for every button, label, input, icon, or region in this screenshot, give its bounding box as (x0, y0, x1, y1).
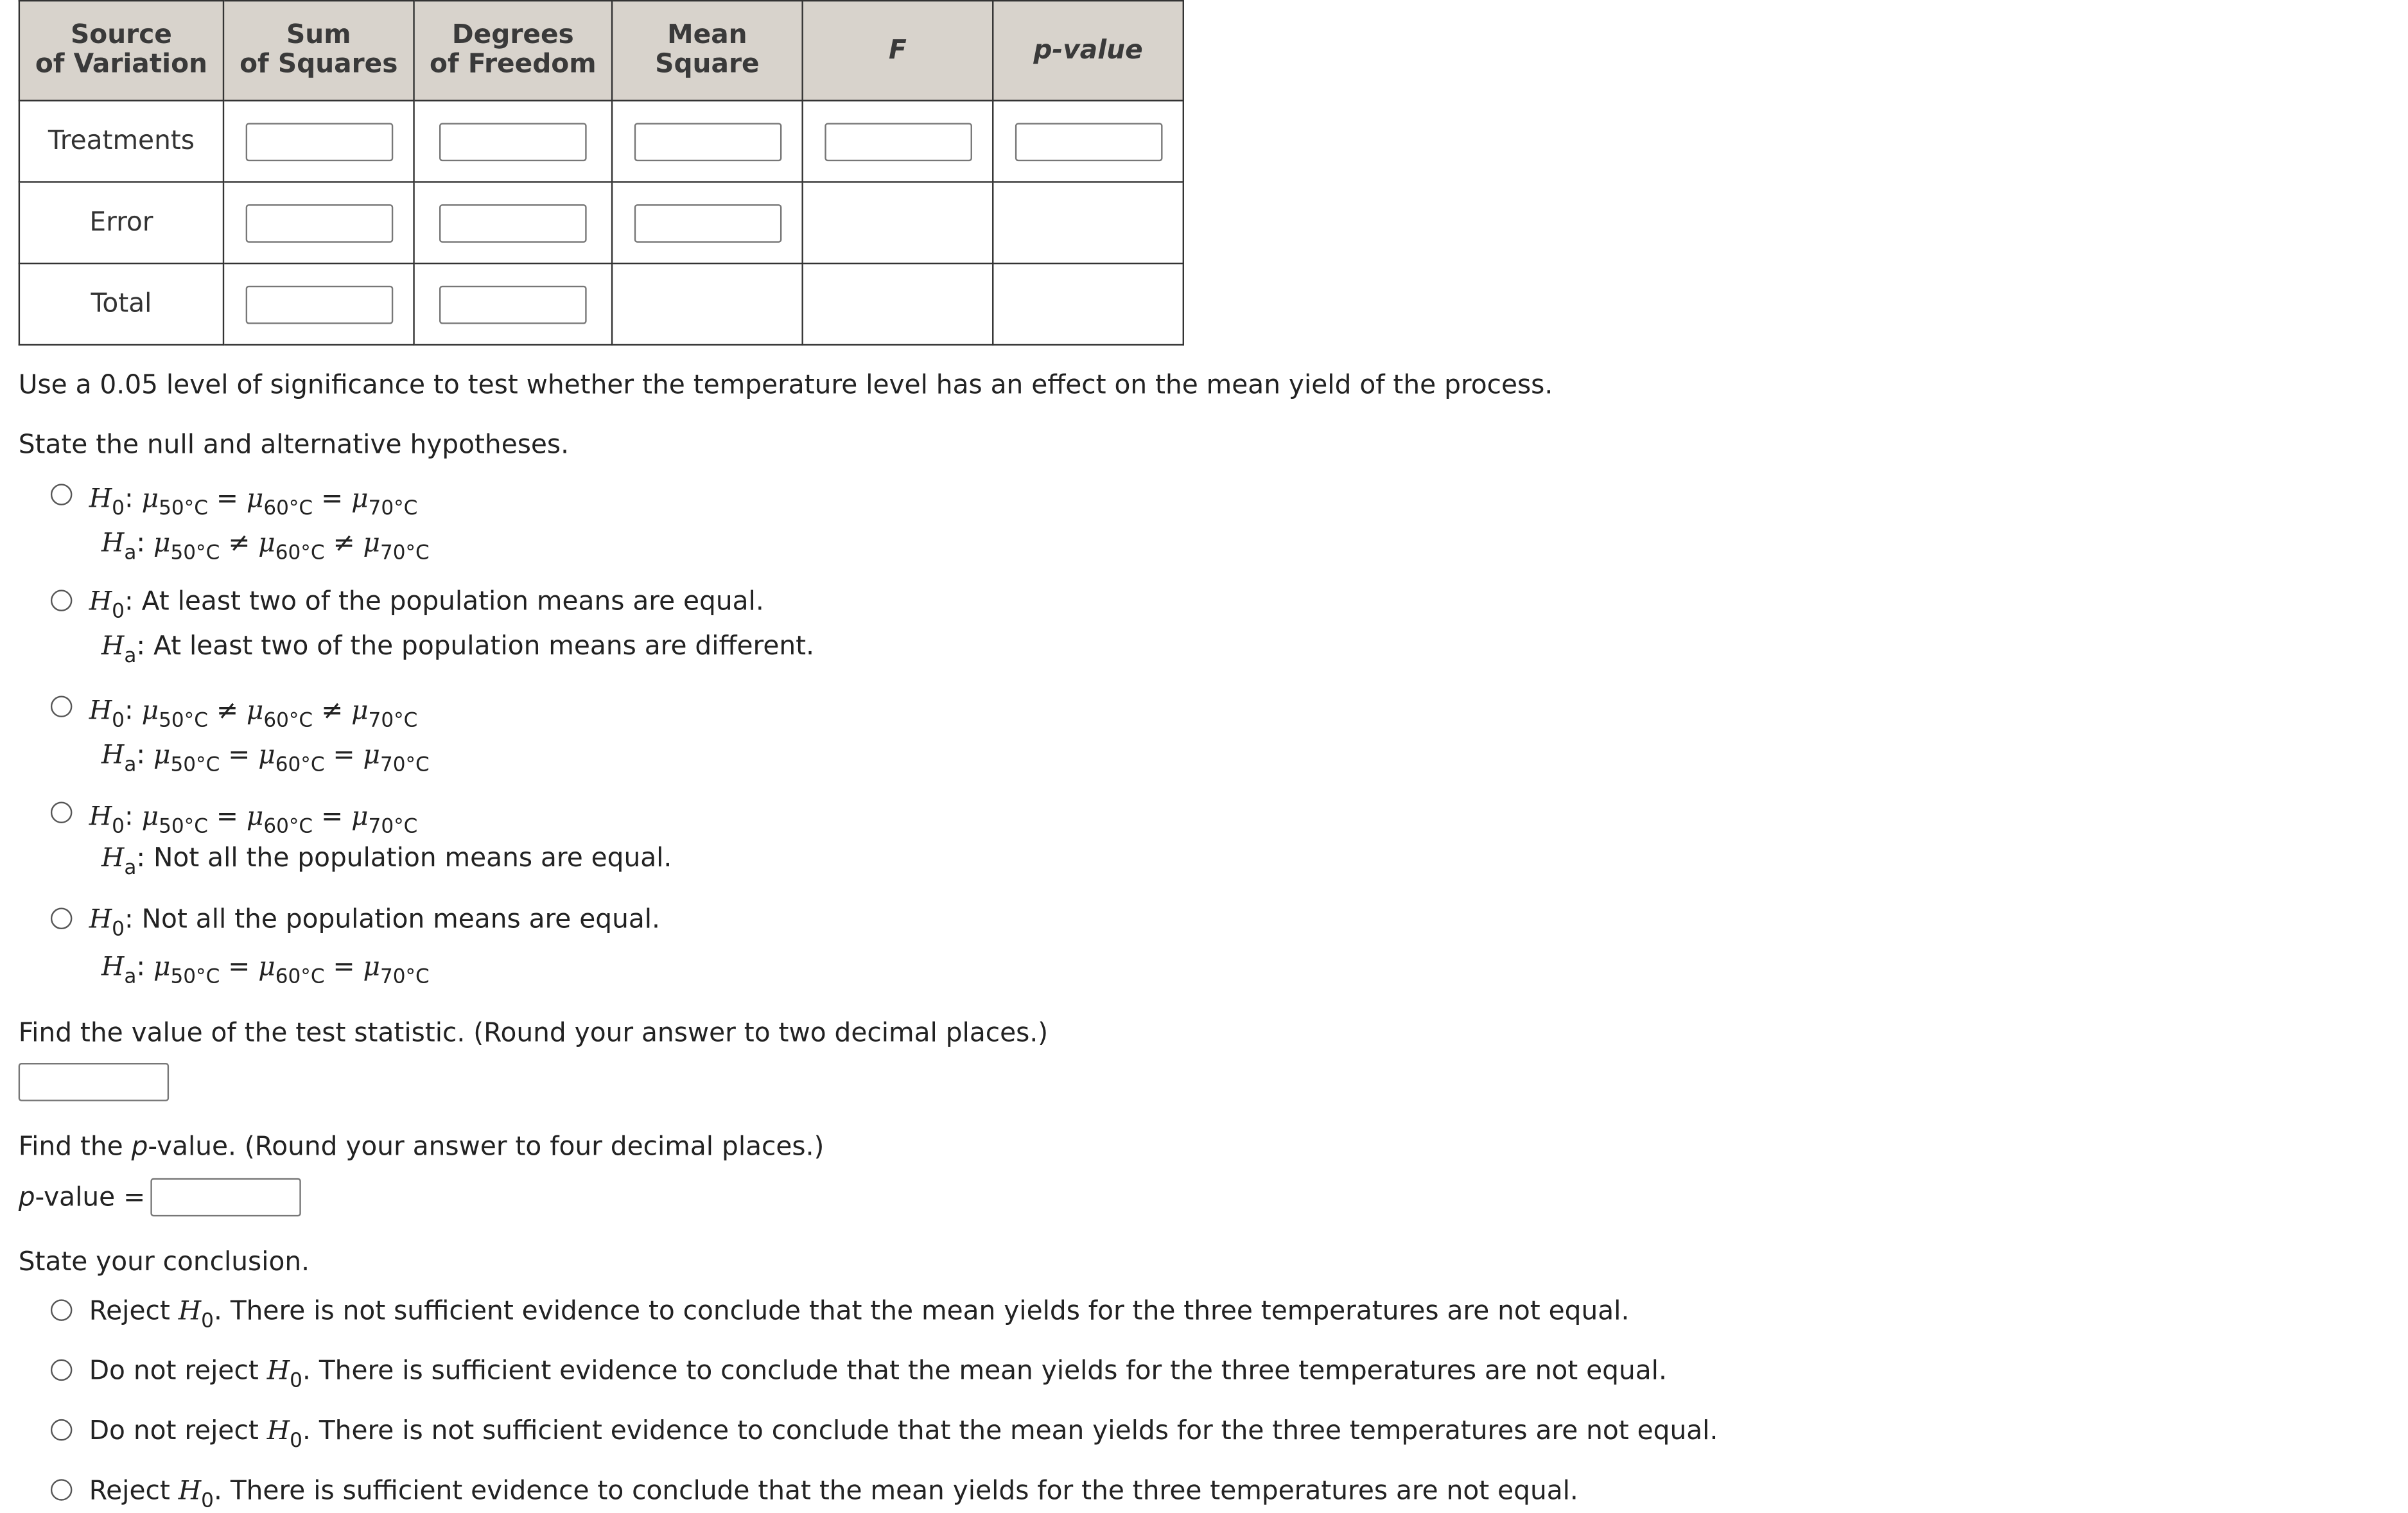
test-statistic-input[interactable] (19, 1063, 169, 1101)
hypothesis-option-5-null: $H_0$: Not all the population means are equal. (89, 904, 660, 942)
header-sum-of-squares: Sum of Squares (223, 1, 414, 100)
row-label-error: Error (19, 182, 223, 263)
hypothesis-option-1-null: $H_0$: $\mu_{50^\circ C} = \mu_{60^\circ C} = \mu_{70^\circ C}$ (89, 484, 418, 521)
hypothesis-option-5-alt: $H_a$: $\mu_{50^\circ C} = \mu_{60^\circ C} = \mu_{70^\circ C}$ (101, 952, 430, 990)
table-row (19, 182, 1183, 263)
hypotheses-prompt: State the null and alternative hypotheses. (18, 430, 570, 461)
hypothesis-option-1-radio[interactable] (51, 484, 72, 505)
row-label-total: Total (19, 263, 223, 345)
hypothesis-option-4-radio[interactable] (51, 801, 72, 823)
empty-cell (803, 263, 993, 345)
hypothesis-option-1-alt: $H_a$: $\mu_{50^\circ C} \ne \mu_{60^\circ C} \ne \mu_{70^\circ C}$ (101, 528, 430, 566)
error-ms-input[interactable] (634, 204, 781, 242)
treatments-ms-input[interactable] (634, 122, 781, 161)
treatments-f-input[interactable] (824, 122, 972, 161)
conclusion-option-3: Do not reject $H_0$. There is not sufficient evidence to conclude that the mean yields for the three temperatures are not equal. (89, 1416, 1718, 1453)
header-mean-square: Mean Square (612, 1, 803, 100)
hypothesis-option-2-radio[interactable] (51, 590, 72, 611)
table-row (19, 101, 1183, 182)
empty-cell (993, 182, 1183, 263)
conclusion-option-4: Reject $H_0$. There is sufficient evidence to conclude that the mean yields for the three temperatures are not equal. (89, 1476, 1578, 1513)
header-source: Source of Variation (19, 1, 223, 100)
conclusion-option-2: Do not reject $H_0$. There is sufficient evidence to conclude that the mean yields for the three temperatures are not equal. (89, 1356, 1667, 1394)
table-row (19, 263, 1183, 345)
hypothesis-option-4-null: $H_0$: $\mu_{50^\circ C} = \mu_{60^\circ C} = \mu_{70^\circ C}$ (89, 801, 418, 839)
conclusion-option-4-radio[interactable] (51, 1479, 72, 1500)
treatments-ss-input[interactable] (245, 122, 392, 161)
p-value-label: p-value = (18, 1182, 146, 1214)
hypothesis-option-3-alt: $H_a$: $\mu_{50^\circ C} = \mu_{60^\circ C} = \mu_{70^\circ C}$ (101, 740, 430, 778)
anova-table (19, 0, 1184, 345)
conclusion-option-3-radio[interactable] (51, 1419, 72, 1440)
conclusion-option-1: Reject $H_0$. There is not sufficient evidence to conclude that the mean yields for the three temperatures are not equal. (89, 1296, 1630, 1333)
hypothesis-option-3-null: $H_0$: $\mu_{50^\circ C} \ne \mu_{60^\circ C} \ne \mu_{70^\circ C}$ (89, 695, 418, 733)
test-statistic-prompt: Find the value of the test statistic. (Round your answer to two decimal places.) (18, 1018, 1049, 1049)
header-degrees-of-freedom: Degrees of Freedom (414, 1, 613, 100)
significance-instruction: Use a 0.05 level of significance to test whether the temperature level has an effect on the mean yield of the process. (18, 370, 1553, 401)
header-p-value: p-value (993, 1, 1183, 100)
empty-cell (612, 263, 803, 345)
treatments-pvalue-input[interactable] (1015, 122, 1162, 161)
p-value-prompt: Find the p-value. (Round your answer to four decimal places.) (18, 1132, 824, 1163)
total-df-input[interactable] (439, 285, 587, 324)
conclusion-option-2-radio[interactable] (51, 1360, 72, 1381)
header-f: F (803, 1, 993, 100)
p-value-input[interactable] (150, 1178, 301, 1216)
treatments-df-input[interactable] (439, 122, 587, 161)
empty-cell (993, 263, 1183, 345)
empty-cell (803, 182, 993, 263)
row-label-treatments: Treatments (19, 101, 223, 182)
conclusion-prompt: State your conclusion. (18, 1247, 310, 1278)
hypothesis-option-3-radio[interactable] (51, 695, 72, 717)
conclusion-option-1-radio[interactable] (51, 1299, 72, 1320)
error-ss-input[interactable] (245, 204, 392, 242)
hypothesis-option-4-alt: $H_a$: Not all the population means are equal. (101, 843, 672, 880)
hypothesis-option-2-null: $H_0$: At least two of the population means are equal. (89, 586, 764, 624)
total-ss-input[interactable] (245, 285, 392, 324)
hypothesis-option-2-alt: $H_a$: At least two of the population means are different. (101, 631, 815, 669)
hypothesis-option-5-radio[interactable] (51, 907, 72, 929)
error-df-input[interactable] (439, 204, 587, 242)
